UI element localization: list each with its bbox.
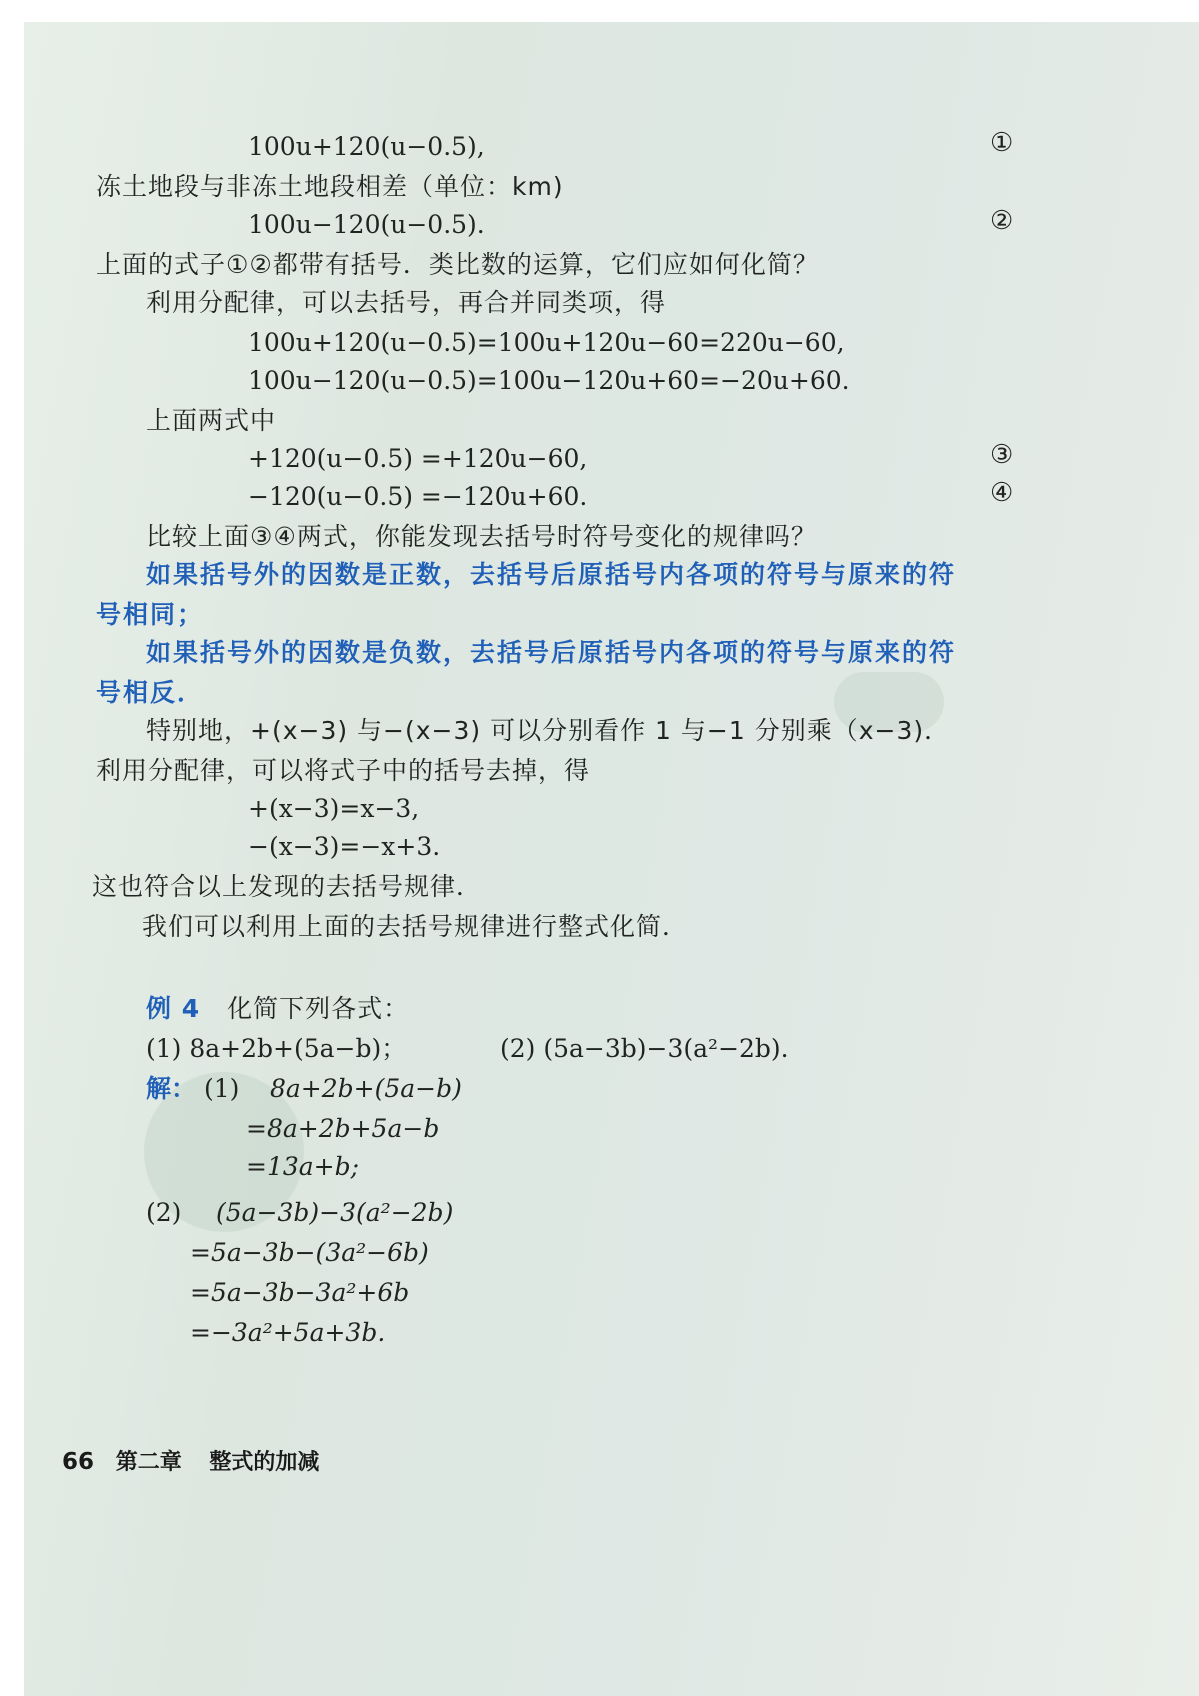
equation-marker-2: ② (990, 206, 1014, 236)
rule-negative: 如果括号外的因数是负数，去括号后原括号内各项的符号与原来的符 (146, 638, 957, 667)
example-heading (146, 992, 409, 1026)
rule-negative-cont: 号相反． (96, 678, 205, 707)
solution-step: =8a+2b+5a−b (246, 1114, 440, 1143)
equation-6: −120(u−0.5) =−120u+60. (248, 482, 588, 511)
equation-7: +(x−3)=x−3, (248, 794, 420, 823)
solution-step: =13a+b; (246, 1152, 360, 1181)
solution-step: (5a−3b)−3(a²−2b) (216, 1198, 454, 1227)
rule-positive: 如果括号外的因数是正数，去括号后原括号内各项的符号与原来的符 (146, 560, 957, 589)
equation-marker-1: ① (990, 128, 1014, 158)
example-question-1: (1) 8a+2b+(5a−b)； (146, 1034, 407, 1063)
solution-step: 8a+2b+(5a−b) (270, 1074, 462, 1103)
equation-3: 100u+120(u−0.5)=100u+120u−60=220u−60, (248, 328, 845, 357)
text-line: 利用分配律，可以将式子中的括号去掉，得 (96, 756, 591, 785)
text-line: 利用分配律，可以去括号，再合并同类项，得 (146, 288, 667, 317)
text-line: 冻土地段与非冻土地段相差（单位：km) (96, 172, 564, 201)
equation-2: 100u−120(u−0.5). (248, 210, 485, 239)
equation-8: −(x−3)=−x+3. (248, 832, 441, 861)
equation-marker-4: ④ (990, 478, 1014, 508)
chapter-title: 整式的加减 (209, 1450, 320, 1475)
text-line: 上面的式子①②都带有括号．类比数的运算，它们应如何化简？ (96, 250, 819, 279)
text-line: 特别地，+(x−3) 与−(x−3) 可以分别看作 1 与−1 分别乘（x−3)． (146, 716, 951, 745)
example-question-2: (2) (5a−3b)−3(a²−2b). (500, 1034, 789, 1063)
equation-5: +120(u−0.5) =+120u−60, (248, 444, 588, 473)
solution-step: =−3a²+5a+3b. (190, 1318, 386, 1347)
solution-step: =5a−3b−(3a²−6b) (190, 1238, 429, 1267)
page-number: 66 (62, 1449, 95, 1475)
solution-label: 解： (146, 1074, 197, 1103)
solution-step: =5a−3b−3a²+6b (190, 1278, 410, 1307)
rule-positive-cont: 号相同； (96, 600, 205, 629)
solution-part-number: (1) (203, 1074, 240, 1103)
solution-line (146, 1072, 239, 1106)
text-line: 我们可以利用上面的去括号规律进行整式化简． (142, 912, 689, 941)
equation-marker-3: ③ (990, 440, 1014, 470)
equation-1: 100u+120(u−0.5), (248, 132, 485, 161)
example-label: 例 4 (146, 994, 201, 1023)
page-footer (62, 1445, 319, 1476)
text-line: 这也符合以上发现的去括号规律． (92, 872, 483, 901)
chapter-label: 第二章 (115, 1450, 182, 1475)
solution-part-number: (2) (146, 1198, 182, 1227)
example-title: 化简下列各式： (227, 994, 410, 1023)
equation-4: 100u−120(u−0.5)=100u−120u+60=−20u+60. (248, 366, 850, 395)
text-line: 上面两式中 (146, 406, 277, 435)
text-line: 比较上面③④两式，你能发现去括号时符号变化的规律吗？ (146, 522, 817, 551)
